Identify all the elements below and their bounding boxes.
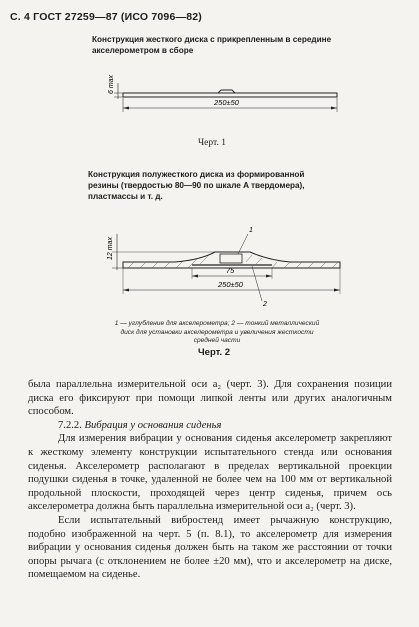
figure2-inner-label: 75	[226, 266, 235, 275]
figure1-drawing	[0, 0, 419, 140]
paragraph-2: Для измерения вибрации у основания сиденья акселерометр закрепляют к жесткому элементу конструкции испытательного стенда или основания сиденья. Акселерометр располагают в пределах вертикальной проекции подушки сиденья в точке, удаленной не более чем на 100 мм от вертикальной продольной плоскости, проходящей через центр сиденья, причем ось акселерометра должна быть параллельна измерительной оси a₂ (черт. 3).	[28, 433, 392, 513]
section-heading	[28, 419, 392, 433]
figure2-callout-2: 2	[263, 301, 267, 308]
figure1-title: Конструкция жесткого диска с прикрепленным в середине акселерометром в сборе	[92, 35, 332, 55]
figure2-width-label: 250±50	[218, 280, 243, 289]
paragraph-1: была параллельна измерительной оси a₂ (черт. 3). Для сохранения позиции диска его фиксируют при помощи липкой ленты или других аналогичным способом.	[28, 379, 392, 418]
figure2-title: Конструкция полужесткого диска из формированной резины (твердостью 80—90 по шкале A твердомера), пластмассы и т. д.	[88, 170, 305, 201]
figure1-height-label: 6 max	[108, 74, 115, 94]
figure1-width-label: 250±50	[214, 98, 239, 107]
figure1-caption: Черт. 1	[198, 138, 226, 148]
paragraph-3: Если испытательный вибростенд имеет рычажную конструкцию, подобно изображенной на черт. 5 (п. 8.1), то акселерометр для измерения вибрации у основания сиденья должен быть на таком же расстоянии от точки опоры рычага (с отклонением не более ±20 мм), что и акселерометр на диске, помещаемом на сиденье.	[28, 514, 392, 581]
section-title: Вибрация у основания сиденья	[84, 419, 222, 431]
figure2-height-label: 12 max	[107, 237, 114, 260]
figure2-callout-1: 1	[249, 227, 253, 234]
figure2-legend: 1 — углубление для акселерометра; 2 — тонкий металлический диск для установки акселерометра и увеличения жесткости средней части	[114, 320, 320, 344]
page-header: С. 4 ГОСТ 27259—87 (ИСО 7096—82)	[10, 11, 202, 23]
figure2-caption: Черт. 2	[198, 347, 231, 358]
figure2-drawing	[0, 210, 419, 320]
body-text	[28, 378, 392, 582]
section-number: 7.2.2.	[58, 419, 82, 431]
